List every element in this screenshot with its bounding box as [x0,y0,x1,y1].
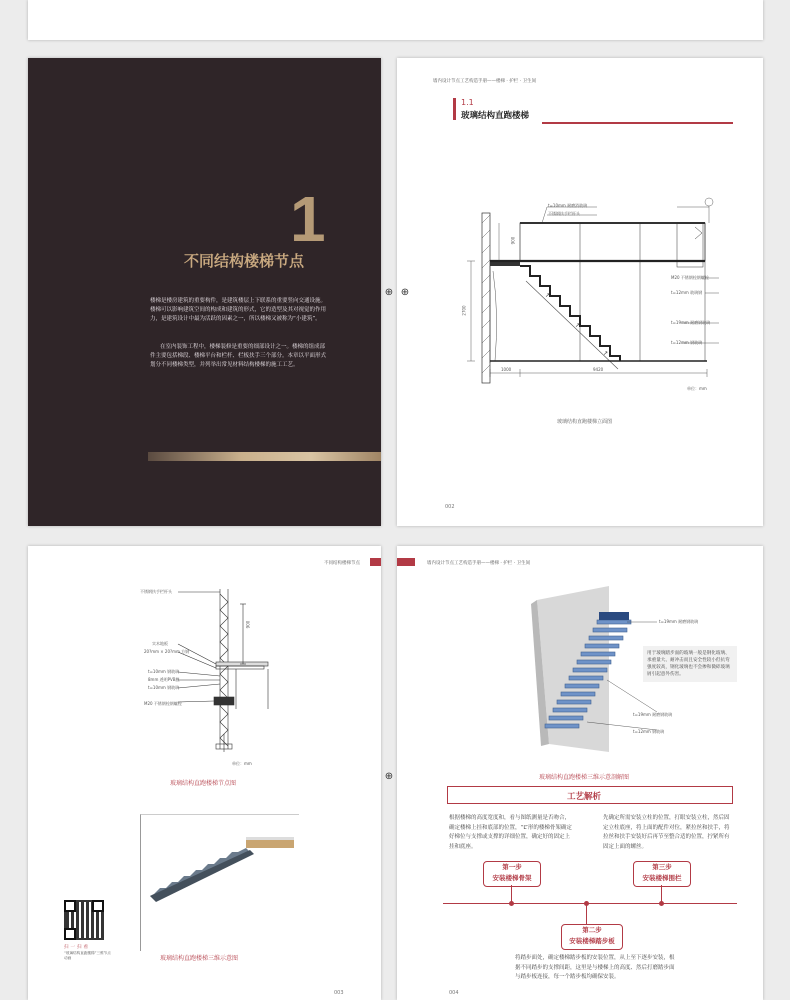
step-connector-2 [586,904,587,924]
svg-text:↗: ↗ [603,351,609,357]
chapter-title: 不同结构楼梯节点 [184,252,305,270]
stair-3d-render [146,834,296,934]
label-glass-2: t=19mm 耐磨钢玻璃 [671,320,711,325]
label-glass-top: t=10mm 耐磨消玻璃 [548,203,588,208]
running-head: 墙内设计节点工艺构造手册——楼梯 · 护栏 · 卫生间 [433,79,537,84]
dim-2700: 2700 [461,305,467,316]
detail-label-steel: 20?mm × 20?mm 方钢 [144,649,190,654]
unit-label: 单位：mm [687,386,707,391]
step-2-title: 第二步 [582,926,602,934]
intro-paragraph-1: 楼梯是楼房建筑的重要构件，是建筑楼层上下联系的重要竖向交通设施。楼梯可以影响建筑空间的构成和建筑的形式，它的造型及其对视觉的作用力，是建筑设计中最为活跃的因素之一，所以楼梯又被称为“小建筑”。 [150,298,327,323]
label-glass-1: t=12mm 玻璃钢 [671,290,703,295]
step-1-box [483,861,541,887]
svg-text:↗: ↗ [575,323,581,329]
chapter-cover-page [28,58,381,526]
detail-label-wood-floor: 实木地板 [152,641,168,646]
right-page-number: 004 [449,990,459,996]
left-page-number: 003 [334,990,344,996]
process-title: 工艺解析 [567,792,602,802]
section-accent-bar [453,98,456,120]
dim-900: 900 [510,236,516,245]
right-running-head-rule [397,558,415,566]
registration-mark-icon: ⊕ [384,287,394,298]
qr-corner [64,900,76,912]
intro-paragraph-2: 在室内装饰工程中，楼梯装修是重要的细部设计之一。楼梯的组成部件主要包括梯段、楼梯平台和栏杆、栏板扶手三个部分。本章以平面形式划分不同楼梯类型，并列举出常见材料结构楼梯的施工工艺。 [150,344,327,369]
process-left-text: 根据楼梯的高度宽度和，看与图纸测量是否吻合，确定楼梯上挂和底部的位置，“L”形的楼梯骨架确定好梯位与支撑或支撑的详细位置，确定好的固定上挂和底座。 [449,815,572,850]
section-1-1-page [397,58,763,526]
section-number: 1.1 [461,98,474,107]
right-running-head: 墙内设计节点工艺构造手册——楼梯 · 护栏 · 卫生间 [427,561,531,566]
section-title: 玻璃结构直跑楼梯 [461,111,530,121]
detail-dim-900: 900 [245,620,251,629]
model-label-1: t=19mm 耐磨钢玻璃 [659,619,699,624]
step-1-title: 第一步 [502,863,522,871]
note-box [643,646,737,682]
detail-label-glass-2: t=10mm 钢玻璃 [148,685,180,690]
dim-1000: 1000 [501,367,512,372]
detail-label-handrail: 不锈钢扶手栏杆头 [140,589,172,594]
label-glass-3: t=12mm 钢玻璃 [671,340,703,345]
figure-caption: 玻璃结构直跑楼梯立面图 [557,419,613,425]
gold-gradient-bar [148,452,381,461]
process-bottom-text: 将踏步面处，确定楼梯踏步板的安装位置，从上至下逐步安装，根据不同踏步的支撑间距，这里是与楼梯上的高度、然后打磨踏步面与踏步板连接，每一个踏步板均确保安装。 [515,955,675,981]
chapter-number: 1 [290,183,326,255]
stair-elevation-drawing [447,193,737,403]
detail-unit: 单位：mm [232,761,252,766]
model-label-3: t=12mm 钢玻璃 [633,729,665,734]
step-3-title: 第三步 [652,863,672,871]
page-number: 002 [445,504,455,510]
note-text: 用于玻璃踏步面的玻璃一般是钢化玻璃、承重量大、耐冲击而且安全性较小但抗弯强度较高，钢化玻璃也不会掺和微碎玻璃屑引起意外伤害。 [647,651,730,677]
section-title-rule [542,122,733,124]
detail-label-glass-1: t=10mm 钢玻璃 [148,669,180,674]
step-timeline [443,903,737,904]
left-running-head: 不同结构楼梯节点 [324,561,360,566]
model-label-2: t=19mm 耐磨钢玻璃 [633,712,673,717]
render-caption: 玻璃结构直跑楼梯三维示意图 [160,955,239,962]
detail-page [28,546,381,1000]
qr-corner [64,928,76,940]
svg-text:↗: ↗ [545,293,551,299]
left-running-head-rule [370,558,381,566]
step-3-box [633,861,691,887]
step-3-subtitle: 安装楼梯围栏 [642,874,682,882]
detail-label-pvb: 8mm 透明PVB膜 [148,677,180,682]
step-1-subtitle: 安装楼梯骨架 [492,874,532,882]
registration-mark-icon: ⊕ [384,771,394,782]
timeline-dot [509,901,514,906]
detail-caption: 玻璃结构直跑楼梯节点图 [170,780,237,787]
label-bolt: M20 不锈钢栓钢螺栓 [671,275,709,280]
previous-spread-strip [28,0,763,40]
timeline-dot [659,901,664,906]
qr-sub: “玻璃结构直跑楼梯”三维节点动画 [64,951,111,960]
step-2-subtitle: 安装楼梯踏步板 [569,937,615,945]
label-handrail: 不锈钢扶手栏杆头 [548,211,580,216]
step-2-box [561,924,623,950]
process-page [397,546,763,1000]
qr-corner [92,900,104,912]
dim-9420: 9420 [593,367,604,372]
detail-label-bolt: M20 不锈钢栓钢螺栓 [144,701,182,706]
registration-mark-icon: ⊕ [400,287,410,298]
qr-label: 扫一扫看 [64,945,90,950]
process-right-text: 先确定所需安装立柱的位置，打眼安装立柱，然后固定立柱底座，将上面的配件对位，紧拉丝和扶手，将拉丝和扶手安装好后再节至整合适的位置，拧紧所有固定上面的螺丝。 [603,815,730,850]
model-caption: 玻璃结构直跑楼梯三维示意剖解图 [539,774,630,781]
